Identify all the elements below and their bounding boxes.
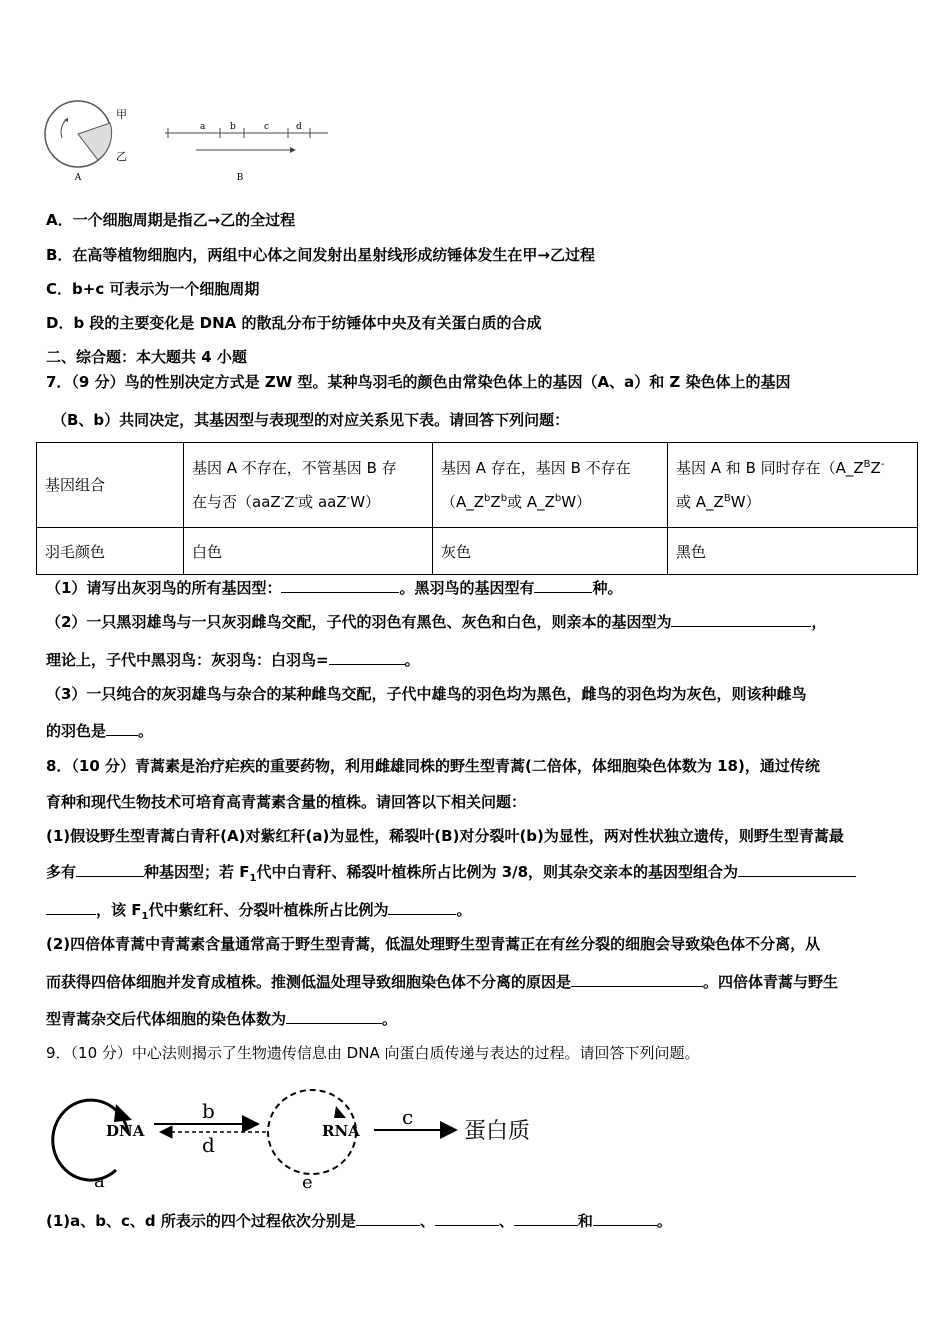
q8-p2-line2: 而获得四倍体细胞并发育成植株。推测低温处理导致细胞染色体不分离的原因是 。四倍体青蒿与野生 xyxy=(46,973,839,991)
answer-blank[interactable] xyxy=(514,1211,578,1226)
q8-stem-line2: 育种和现代生物技术可培育高青蒿素含量的植株。请回答以下相关问题： xyxy=(46,793,527,811)
option-a: A．一个细胞周期是指乙→乙的全过程 xyxy=(46,211,296,229)
section-heading: 二、综合题：本大题共 4 小题 xyxy=(46,348,247,366)
q8-p1-line1: (1)假设野生型青蒿白青秆(A)对紫红秆(a)为显性，稀裂叶(B)对分裂叶(b)为显性，两对性状独立遗传，则野生型青蒿最 xyxy=(46,827,844,845)
segment-a: a xyxy=(200,122,206,132)
q8-p2-line3: 型青蒿杂交后代体细胞的染色体数为 。 xyxy=(46,1010,398,1028)
figure-a-cell-cycle xyxy=(40,96,140,186)
q9-sub1: (1)a、b、c、d 所表示的四个过程依次分别是 、 、 和 。 xyxy=(46,1212,672,1230)
rna-label: RNA xyxy=(322,1122,360,1140)
table-header-a-and-b: 基因 A 和 B 同时存在（$A\_Z^BZ^-$ 或 $A\_Z^BW$） xyxy=(668,443,918,528)
table-cell-black: 黑色 xyxy=(668,528,918,575)
answer-blank[interactable] xyxy=(76,862,144,877)
q7-sub3-line2: 的羽色是 。 xyxy=(46,722,154,740)
q8-p1-line3: ，该 $F_1$代中紫红秆、分裂叶植株所占比例为 。 xyxy=(46,900,471,920)
answer-blank[interactable] xyxy=(106,721,138,736)
table-header-a-no-b: 基因 A 存在，基因 B 不存在 （$A\_Z^bZ^b$或 $A\_Z^bW$） xyxy=(433,443,668,528)
process-a-label: a xyxy=(94,1171,105,1192)
process-e-label: e xyxy=(302,1172,313,1193)
protein-label: 蛋白质 xyxy=(464,1119,531,1144)
option-c: C．b+c 可表示为一个细胞周期 xyxy=(46,280,260,298)
table-cell-gray: 灰色 xyxy=(433,528,668,575)
q7-sub1: （1）请写出灰羽鸟的所有基因型： 。黑羽鸟的基因型有 种。 xyxy=(46,579,623,597)
central-dogma-diagram xyxy=(44,1074,564,1198)
mitosis-sector xyxy=(78,123,112,160)
answer-blank[interactable] xyxy=(571,972,703,987)
label-yi: 乙 xyxy=(116,150,127,163)
label-jia: 甲 xyxy=(116,108,127,121)
genotype-table xyxy=(36,442,918,575)
table-row-feather-color: 羽毛颜色 xyxy=(37,528,184,575)
answer-blank[interactable] xyxy=(388,900,456,915)
dna-label: DNA xyxy=(106,1122,145,1140)
answer-blank[interactable] xyxy=(356,1211,420,1226)
q8-p1-line2: 多有 种基因型；若 $F_1$代中白青秆、稀裂叶植株所占比例为 3/8，则其杂交亲本的基因型组合为 xyxy=(46,862,856,882)
table-header-no-a: 基因 A 不存在，不管基因 B 存 在与否（aaZ-Z-或 aaZ-W） xyxy=(184,443,433,528)
segment-d: d xyxy=(296,122,302,132)
figure-b-segments xyxy=(160,118,335,186)
label-figure-a: A xyxy=(74,173,82,183)
answer-blank[interactable] xyxy=(286,1009,382,1024)
answer-blank[interactable] xyxy=(46,900,96,915)
answer-blank[interactable] xyxy=(281,578,399,593)
process-d-label: d xyxy=(202,1133,215,1157)
answer-blank[interactable] xyxy=(671,612,811,627)
q7-stem-line1: 7．（9 分）鸟的性别决定方式是 ZW 型。某种鸟羽毛的颜色由常染色体上的基因（A、a）和 Z 染色体上的基因 xyxy=(46,373,791,391)
q7-stem-line2: （B、b）共同决定，其基因型与表现型的对应关系见下表。请回答下列问题： xyxy=(52,411,570,429)
answer-blank[interactable] xyxy=(329,650,405,665)
segment-c: c xyxy=(264,122,270,132)
q7-sub2-line2: 理论上，子代中黑羽鸟：灰羽鸟：白羽鸟= 。 xyxy=(46,651,420,669)
option-d: D．b 段的主要变化是 DNA 的散乱分布于纺锤体中央及有关蛋白质的合成 xyxy=(46,314,542,332)
q7-sub2-line1: （2）一只黑羽雄鸟与一只灰羽雌鸟交配，子代的羽色有黑色、灰色和白色，则亲本的基因型为 ， xyxy=(46,613,827,631)
q7-sub3-line1: （3）一只纯合的灰羽雄鸟与杂合的某种雌鸟交配，子代中雄鸟的羽色均为黑色，雌鸟的羽色均为灰色，则该种雌鸟 xyxy=(46,685,807,703)
table-cell-white: 白色 xyxy=(184,528,433,575)
process-c-label: c xyxy=(402,1105,414,1129)
answer-blank[interactable] xyxy=(435,1211,499,1226)
process-b-label: b xyxy=(202,1099,215,1123)
answer-blank[interactable] xyxy=(738,862,856,877)
answer-blank[interactable] xyxy=(534,578,592,593)
table-header-gene-combo: 基因组合 xyxy=(37,443,184,528)
label-figure-b: B xyxy=(236,173,244,183)
option-b: B．在高等植物细胞内，两组中心体之间发射出星射线形成纺锤体发生在甲→乙过程 xyxy=(46,246,596,264)
segment-b: b xyxy=(230,122,236,132)
answer-blank[interactable] xyxy=(593,1211,657,1226)
q8-p2-line1: (2)四倍体青蒿中青蒿素含量通常高于野生型青蒿，低温处理野生型青蒿正在有丝分裂的细胞会导致染色体不分离，从 xyxy=(46,935,821,953)
q9-stem: 9．（10 分）中心法则揭示了生物遗传信息由 DNA 向蛋白质传递与表达的过程。请回答下列问题。 xyxy=(46,1044,700,1062)
q8-stem-line1: 8．（10 分）青蒿素是治疗疟疾的重要药物，利用雌雄同株的野生型青蒿(二倍体，体细胞染色体数为 18)，通过传统 xyxy=(46,757,820,775)
